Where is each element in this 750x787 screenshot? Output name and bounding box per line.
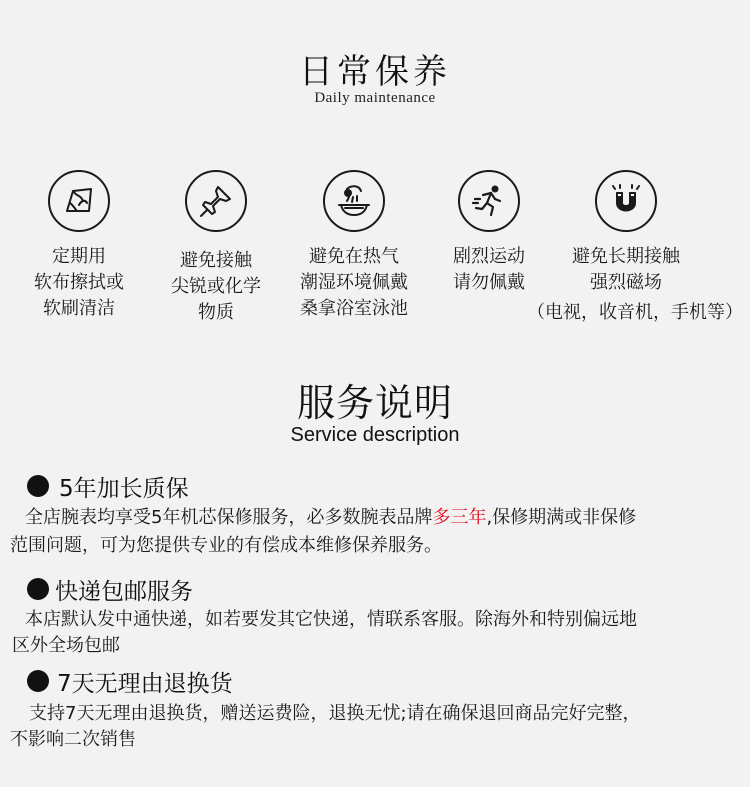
section-text-line1: 支持7天无理由退换货，赠送运费险，退换无忧;请在确保退回商品完好完整， bbox=[29, 703, 641, 724]
bullet-dot bbox=[27, 475, 49, 497]
care-item-line: 请勿佩戴 bbox=[453, 272, 525, 293]
care-item-line: 物质 bbox=[198, 302, 234, 323]
care-item-line: 定期用 bbox=[52, 246, 106, 267]
care-item-line: 避免在热气 bbox=[309, 246, 399, 267]
care-icon-row bbox=[0, 170, 750, 340]
care-item-wipe bbox=[4, 170, 154, 322]
highlight-text: 多三年 bbox=[432, 507, 487, 528]
bullet-dot bbox=[27, 670, 49, 692]
section-text-line2: 范围问题，可为您提供专业的有偿成本维修保养服务。 bbox=[10, 535, 442, 556]
care-item-sharp bbox=[141, 170, 291, 326]
care-title: 日常保养 bbox=[299, 52, 451, 92]
pushpin-icon bbox=[185, 170, 247, 232]
section-text-line2: 区外全场包邮 bbox=[12, 635, 120, 656]
care-item-line: 尖锐或化学 bbox=[171, 276, 261, 297]
section-text-line2: 不影响二次销售 bbox=[10, 729, 136, 750]
care-subtitle: Daily maintenance bbox=[314, 90, 436, 106]
care-item-line: 避免长期接触 bbox=[572, 246, 680, 267]
cloth-wipe-icon bbox=[48, 170, 110, 232]
section-text-part: 全店腕表均享受5年机芯保修服务，必多数腕表品牌 bbox=[25, 507, 433, 528]
care-item-line: 强烈磁场 bbox=[590, 272, 662, 293]
shower-bath-icon bbox=[323, 170, 385, 232]
care-item-line: 桑拿浴室泳池 bbox=[300, 298, 408, 319]
section-text-part: ,保修期满或非保修 bbox=[486, 507, 637, 528]
care-item-line: （电视，收音机，手机等） bbox=[527, 302, 743, 323]
bullet-dot bbox=[27, 578, 49, 600]
care-item-line: 避免接触 bbox=[180, 250, 252, 271]
care-item-line: 剧烈运动 bbox=[453, 246, 525, 267]
care-item-magnet bbox=[527, 170, 743, 326]
running-person-icon bbox=[458, 170, 520, 232]
service-section-return bbox=[0, 665, 750, 753]
care-item-humid bbox=[279, 170, 429, 322]
care-item-line: 软刷清洁 bbox=[43, 298, 115, 319]
care-item-line: 潮湿环境佩戴 bbox=[300, 272, 408, 293]
service-section-shipping bbox=[0, 573, 750, 659]
care-item-line: 软布擦拭或 bbox=[34, 272, 124, 293]
section-text bbox=[0, 505, 750, 531]
service-title: 服务说明 bbox=[296, 381, 453, 425]
service-subtitle: Service description bbox=[290, 424, 460, 446]
section-title: 5年加长质保 bbox=[59, 475, 189, 502]
section-text-line1: 本店默认发中通快递，如若要发其它快递，情联系客服。除海外和特别偏远地 bbox=[25, 609, 637, 630]
service-section-warranty bbox=[0, 470, 750, 559]
section-title: 7天无理由退换货 bbox=[57, 670, 233, 697]
section-title: 快递包邮服务 bbox=[55, 578, 193, 605]
magnet-icon bbox=[595, 170, 657, 232]
